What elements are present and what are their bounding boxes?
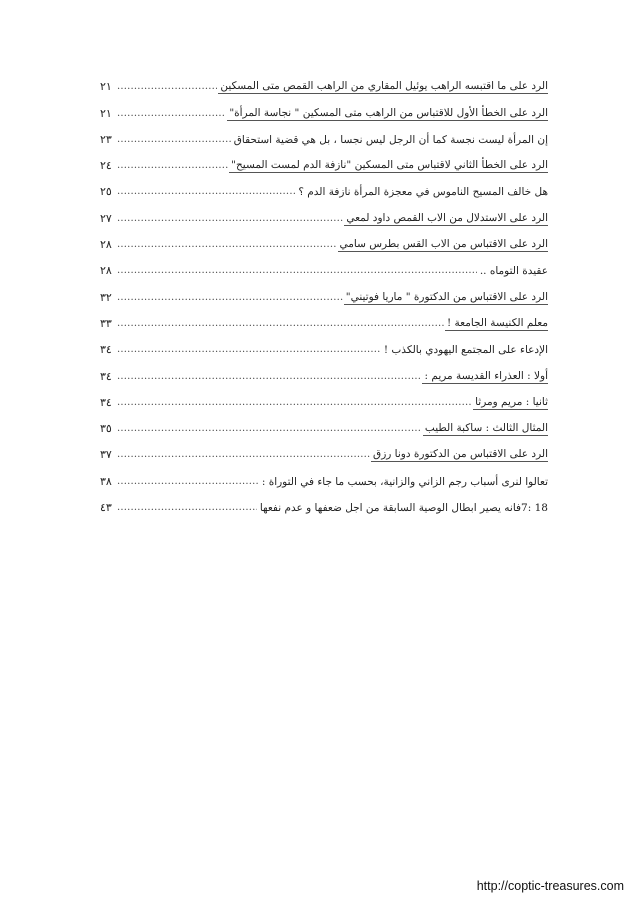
toc-entry-title[interactable]: الرد على الاقتباس من الدكتورة دونا رزق — [373, 448, 548, 461]
toc-page-number: ٣٤ — [100, 369, 112, 383]
toc-entry-title[interactable]: إن المرأة ليست نجسة كما أن الرجل ليس نجسا ، بل هي قضية استحقاق — [233, 133, 548, 146]
toc-entry-title[interactable]: ثانيا : مريم ومرثا — [475, 395, 548, 408]
toc-dot-leader — [117, 264, 477, 278]
toc-page-number: ٢١ — [100, 80, 112, 94]
toc-dot-leader — [117, 370, 421, 384]
toc-dot-leader — [117, 212, 343, 226]
table-of-contents — [100, 68, 548, 515]
toc-page-number: ٢٧ — [100, 211, 112, 225]
toc-entry[interactable] — [100, 147, 548, 173]
footer-url[interactable]: http://coptic-treasures.com — [476, 879, 624, 893]
toc-dot-leader — [117, 448, 370, 462]
toc-entry[interactable] — [100, 436, 548, 462]
toc-page-number: ٣٧ — [100, 448, 112, 462]
toc-entry-title[interactable]: الإدعاء على المجتمع اليهودي بالكذب ! — [383, 344, 548, 357]
toc-dot-leader — [117, 475, 259, 489]
toc-entry[interactable] — [100, 199, 548, 225]
toc-page-number: ٢٥ — [100, 185, 112, 199]
toc-entry-title[interactable]: عقيدة التوماه .. — [479, 265, 548, 278]
toc-page-number: ٢١ — [100, 106, 112, 120]
toc-entry-title[interactable]: 18 :7فانه يصير ابطال الوصية السابقة من اجل ضعفها و عدم نفعها — [259, 502, 548, 515]
toc-page-number: ٢٣ — [100, 132, 112, 146]
toc-entry[interactable] — [100, 94, 548, 120]
toc-entry[interactable] — [100, 331, 548, 357]
toc-entry[interactable] — [100, 226, 548, 252]
toc-page-number: ٢٤ — [100, 159, 112, 173]
toc-dot-leader — [117, 501, 257, 515]
toc-entry-title[interactable]: أولا : العذراء القديسة مريم : — [424, 369, 548, 382]
toc-dot-leader — [117, 422, 422, 436]
toc-page-number: ٣٤ — [100, 395, 112, 409]
toc-entry[interactable] — [100, 462, 548, 488]
toc-page-number: ٢٨ — [100, 238, 112, 252]
toc-entry[interactable] — [100, 305, 548, 331]
toc-dot-leader — [117, 107, 226, 121]
toc-entry[interactable] — [100, 121, 548, 147]
toc-page-number: ٣٢ — [100, 290, 112, 304]
toc-entry[interactable] — [100, 252, 548, 278]
toc-dot-leader — [117, 133, 231, 147]
toc-page-number: ٣٣ — [100, 316, 112, 330]
toc-entry-title[interactable]: الرد على الاقتباس من الاب القس بطرس سامي — [339, 238, 548, 251]
toc-dot-leader — [117, 291, 343, 305]
toc-entry[interactable] — [100, 410, 548, 436]
toc-dot-leader — [117, 317, 444, 331]
toc-page-number: ٤٣ — [100, 501, 112, 515]
toc-entry-title[interactable]: الرد على الاستدلال من الاب القمص داود لمعي — [346, 211, 548, 224]
toc-page-number: ٣٥ — [100, 422, 112, 436]
toc-page-number: ٣٤ — [100, 343, 112, 357]
toc-entry[interactable] — [100, 68, 548, 94]
toc-entry[interactable] — [100, 173, 548, 199]
toc-entry-title[interactable]: الرد على الخطأ الثاني لاقتباس متى المسكين "نازفة الدم لمست المسيح" — [231, 159, 548, 172]
toc-entry[interactable] — [100, 384, 548, 410]
toc-dot-leader — [117, 238, 337, 252]
toc-page-number: ٣٨ — [100, 474, 112, 488]
toc-entry-title[interactable]: الرد على ما اقتبسه الراهب يوئيل المقاري من الراهب القمص متى المسكين — [220, 80, 548, 93]
toc-dot-leader — [117, 396, 472, 410]
toc-entry[interactable] — [100, 489, 548, 515]
toc-entry-title[interactable]: المثال الثالث : ساكبة الطيب — [424, 422, 548, 435]
toc-dot-leader — [117, 80, 217, 94]
toc-entry-title[interactable]: الرد على الاقتباس من الدكتورة " ماريا فوتيني" — [345, 290, 548, 303]
toc-entry[interactable] — [100, 357, 548, 383]
toc-entry[interactable] — [100, 278, 548, 304]
toc-entry-title[interactable]: الرد على الخطأ الأول للاقتباس من الراهب متى المسكين " نجاسة المرأة" — [229, 106, 548, 119]
toc-entry-title[interactable]: تعالوا لنرى أسباب رجم الزاني والزانية، بحسب ما جاء في التوراة : — [261, 475, 548, 488]
toc-dot-leader — [117, 185, 295, 199]
toc-entry-title[interactable]: معلم الكنيسة الجامعة ! — [446, 316, 548, 329]
toc-page-number: ٢٨ — [100, 264, 112, 278]
toc-entry-title[interactable]: هل خالف المسيح الناموس في معجزة المرأة نازفة الدم ؟ — [298, 186, 548, 199]
toc-dot-leader — [117, 343, 381, 357]
toc-dot-leader — [117, 159, 228, 173]
